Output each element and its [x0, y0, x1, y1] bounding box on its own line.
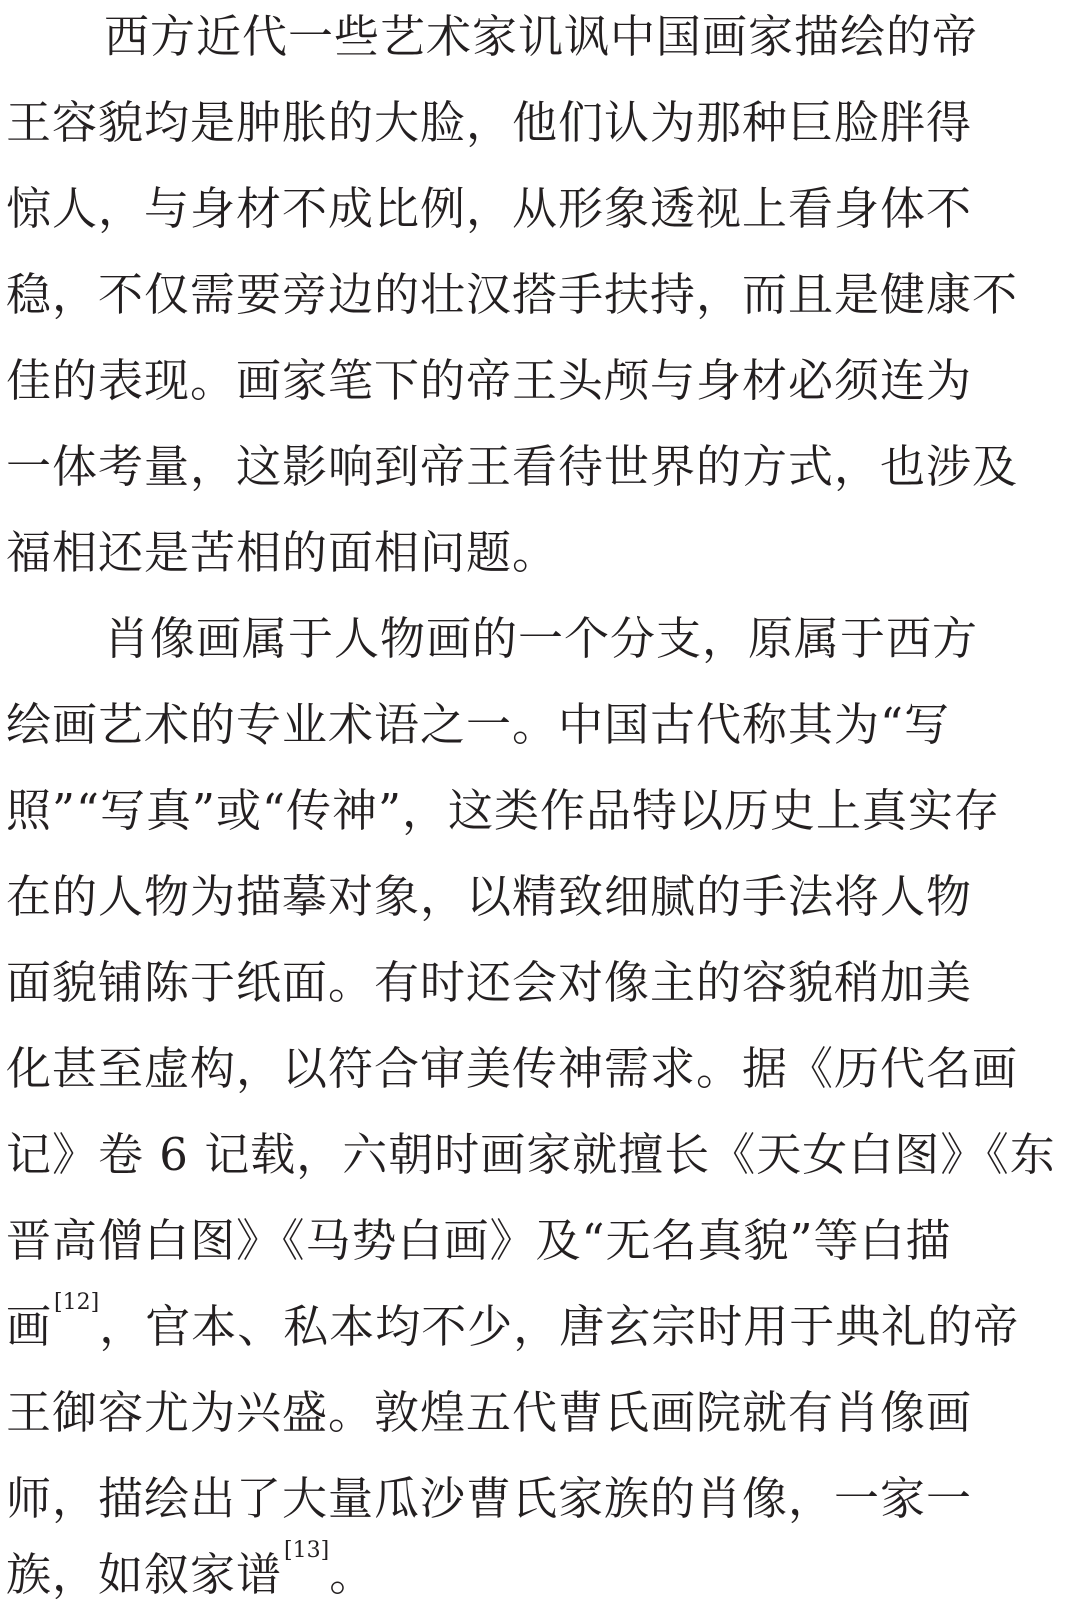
paragraph-1-line-5: 佳的表现。画家笔下的帝王头颅与身材必须连为 — [6, 354, 973, 407]
paragraph-1-line-4: 稳，不仅需要旁边的壮汉搭手扶持，而且是健康不 — [6, 268, 1019, 321]
paragraph-1-line-7: 福相还是苦相的面相问题。 — [6, 526, 559, 579]
line-12-start: 族，如叙家谱 — [6, 1548, 283, 1601]
paragraph-2-line-9 — [6, 1284, 1074, 1370]
paragraph-2-line-11: 师，描绘出了大量瓜沙曹氏家族的肖像，一家一 — [6, 1472, 973, 1525]
paragraph-2-line-12 — [6, 1532, 1074, 1618]
footnote-ref-12: [12] — [54, 1290, 100, 1315]
line-9-rest: ，官本、私本均不少，唐玄宗时用于典礼的帝 — [99, 1300, 1020, 1353]
paragraph-1-line-1: 西方近代一些艺术家讥讽中国画家描绘的帝 — [104, 10, 979, 63]
paragraph-2-line-6: 化甚至虚构，以符合审美传神需求。据《历代名画 — [6, 1042, 1019, 1095]
line-12-end: 。 — [329, 1548, 376, 1601]
paragraph-1-line-3: 惊人，与身材不成比例，从形象透视上看身体不 — [6, 182, 973, 235]
paragraph-2-line-8: 晋高僧白图》《马势白画》及“无名真貌”等白描 — [6, 1214, 952, 1267]
paragraph-2-line-2: 绘画艺术的专业术语之一。中国古代称其为“写 — [6, 698, 951, 751]
paragraph-2-line-10: 王御容尤为兴盛。敦煌五代曹氏画院就有肖像画 — [6, 1386, 973, 1439]
paragraph-2-line-7: 记》卷 6 记载，六朝时画家就擅长《天女白图》《东 — [6, 1128, 1056, 1181]
footnote-ref-13: [13] — [284, 1538, 330, 1563]
line-9-start: 画 — [6, 1300, 53, 1353]
paragraph-2-line-4: 在的人物为描摹对象，以精致细腻的手法将人物 — [6, 870, 973, 923]
paragraph-2-line-3: 照”“写真”或“传神”，这类作品特以历史上真实存 — [6, 784, 1001, 837]
paragraph-1-line-6: 一体考量，这影响到帝王看待世界的方式，也涉及 — [6, 440, 1019, 493]
paragraph-2-line-5: 面貌铺陈于纸面。有时还会对像主的容貌稍加美 — [6, 956, 973, 1009]
paragraph-1-line-2: 王容貌均是肿胀的大脸，他们认为那种巨脸胖得 — [6, 96, 973, 149]
paragraph-2-line-1: 肖像画属于人物画的一个分支，原属于西方 — [104, 612, 979, 665]
